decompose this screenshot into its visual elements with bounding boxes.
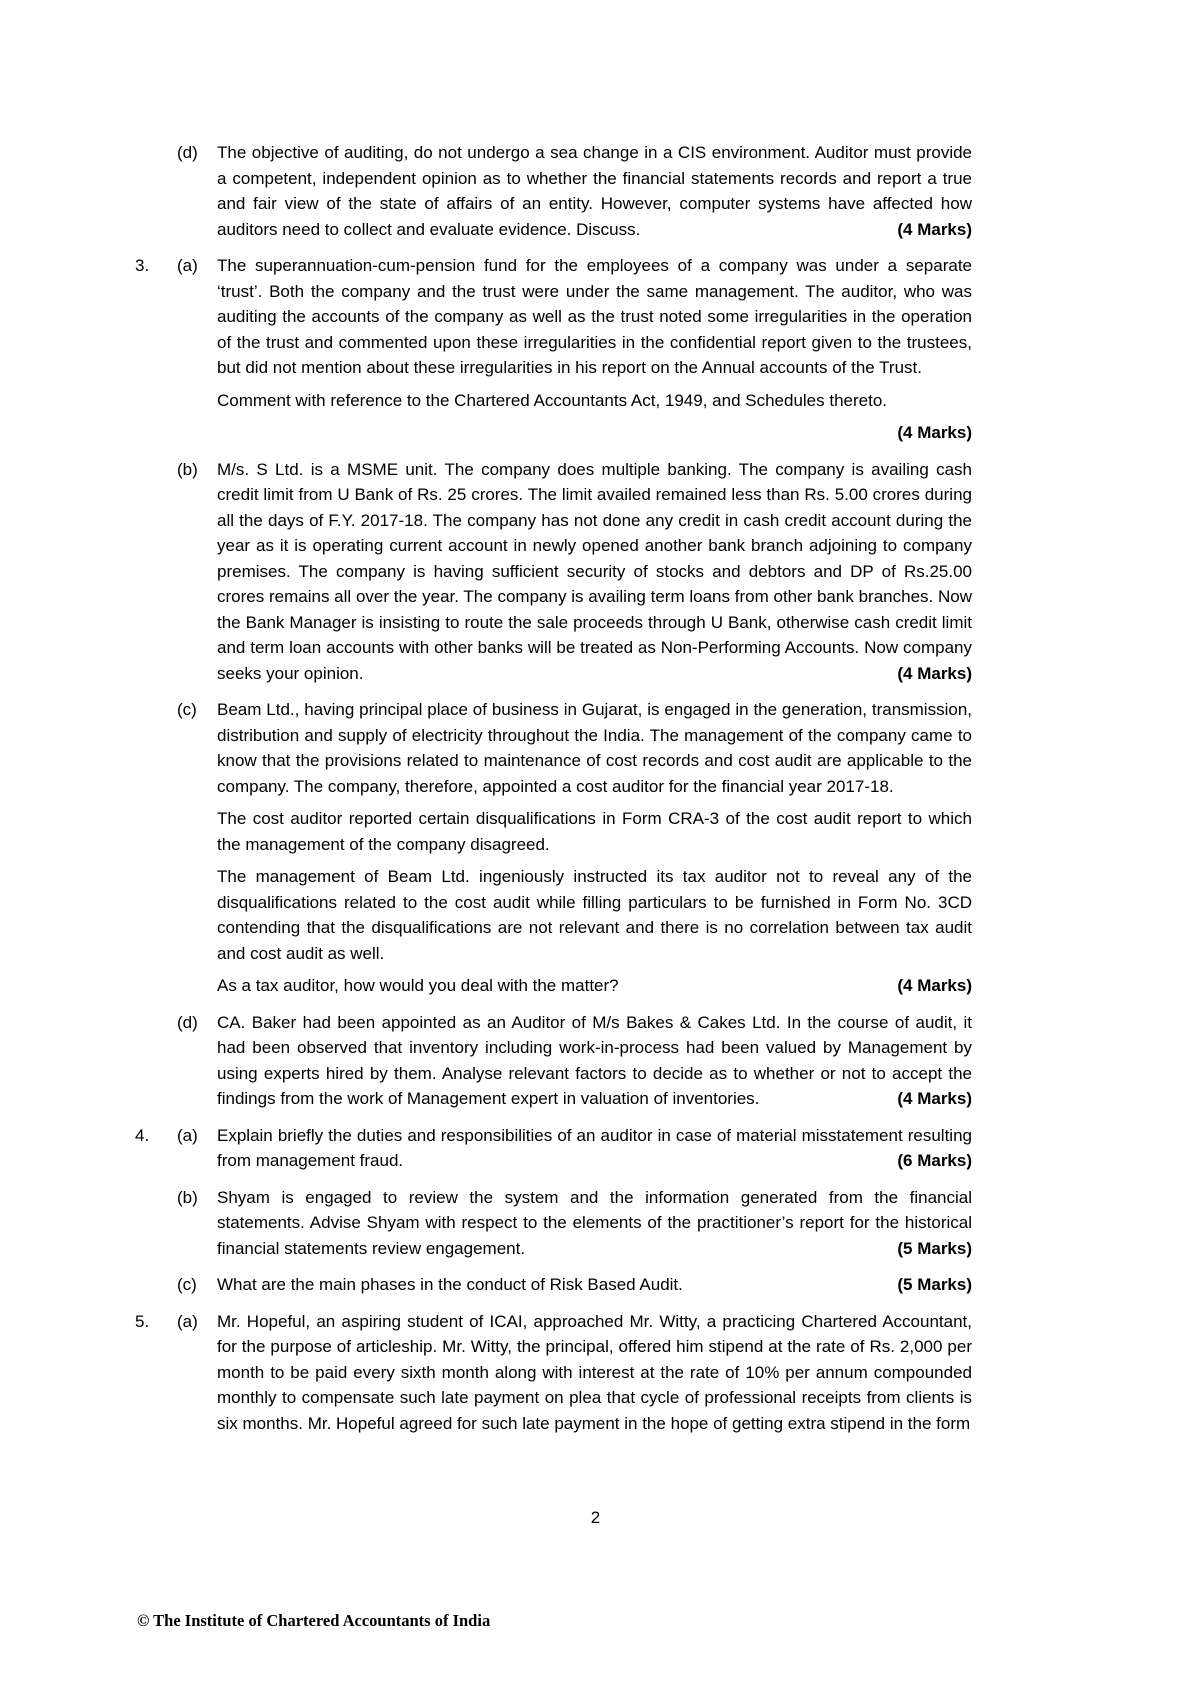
question-paragraph: [217, 1309, 972, 1437]
question-number: 3.: [135, 256, 150, 275]
marks-line: (4 Marks): [897, 423, 972, 442]
marks-label: (6 Marks): [897, 1148, 972, 1174]
question-item: [135, 1185, 972, 1269]
question-number: [135, 1272, 177, 1305]
question-item: [135, 697, 972, 1006]
question-text: M/s. S Ltd. is a MSME unit. The company does multiple banking. The company is availing cash credit limit from U Bank of Rs. 25 crores. The limit availed remained less than Rs. 5.00 crores during all the days of F.Y. 2017-18. The company has not done any credit in cash credit account during the year as it is operating current account in newly opened another bank branch adjoining to company premises. The company is having sufficient security of stocks and debtors and DP of Rs.25.00 crores remains all over the year. The company is availing term loans from other bank branches. Now the Bank Manager is insisting to route the sale proceeds through U Bank, otherwise cash credit limit and term loan accounts with other banks will be treated as Non-Performing Accounts. Now company seeks your opinion.: [217, 459, 972, 683]
question-body: [217, 697, 972, 1006]
question-letter: (c): [177, 700, 197, 719]
question-text: CA. Baker had been appointed as an Auditor of M/s Bakes & Cakes Ltd. In the course of audit, it had been observed that inventory including work-in-process had been valued by Management by using experts hired by them. Analyse relevant factors to decide as to whether or not to accept the findings from the work of Management expert in valuation of inventories.: [217, 1012, 972, 1108]
question-number: [135, 457, 177, 694]
marks-label: (5 Marks): [897, 1236, 972, 1262]
marks-label: (4 Marks): [897, 661, 972, 687]
question-item: [135, 140, 972, 249]
question-letter: (b): [177, 1187, 198, 1207]
question-text: Mr. Hopeful, an aspiring student of ICAI, approached Mr. Witty, a practicing Chartered Accountant, for the purpose of articleship. Mr. Witty, the principal, offered him stipend at the rate of Rs. 2,000 per month to be paid every sixth month along with interest at the rate of 10% per annum compounded monthly to compensate such late payment on plea that cycle of professional receipts from clients is six months. Mr. Hopeful agreed for such late payment in the hope of getting extra stipend in the form: [217, 1311, 972, 1433]
question-paragraph: [217, 253, 972, 381]
question-text: Comment with reference to the Chartered Accountants Act, 1949, and Schedules thereto.: [217, 390, 888, 410]
question-text: The cost auditor reported certain disqualifications in Form CRA-3 of the cost audit report to which the management of the company disagreed.: [217, 809, 972, 854]
question-body: [217, 1185, 972, 1269]
question-number: [135, 1010, 177, 1119]
question-item: [135, 457, 972, 694]
marks-label: (4 Marks): [897, 973, 972, 999]
question-number: [135, 697, 177, 1006]
question-body: [217, 140, 972, 249]
question-text: Shyam is engaged to review the system and the information generated from the financial statements. Advise Shyam with respect to the elements of the practitioner’s report for the historical financial statements review engagement.: [217, 1187, 972, 1258]
question-paragraph: [217, 1010, 972, 1112]
question-item: [135, 1309, 972, 1444]
page-number: 2: [590, 1508, 601, 1527]
question-text: The objective of auditing, do not undergo a sea change in a CIS environment. Auditor must provide a competent, independent opinion as to whether the financial statements records and report a true and fair view of the state of affairs of an entity. However, computer systems have affected how auditors need to collect and evaluate evidence. Discuss.: [217, 143, 972, 239]
question-number: 5.: [135, 1311, 150, 1331]
question-paragraph: [217, 1123, 972, 1174]
question-text: Beam Ltd., having principal place of business in Gujarat, is engaged in the generation, transmission, distribution and supply of electricity throughout the India. The management of the company came to know that the provisions related to maintenance of cost records and cost audit are applicable to the company. The company, therefore, appointed a cost auditor for the financial year 2017-18.: [217, 700, 972, 796]
question-letter: (d): [177, 1012, 198, 1032]
marks-label: (4 Marks): [897, 1086, 972, 1112]
question-item: [135, 1010, 972, 1119]
question-body: [217, 1123, 972, 1181]
question-item: [135, 1272, 972, 1305]
question-paragraph: [217, 140, 972, 242]
question-text: Explain briefly the duties and responsibilities of an auditor in case of material misstatement resulting from management fraud.: [217, 1125, 972, 1170]
question-body: [217, 1010, 972, 1119]
question-paragraph: [217, 806, 972, 857]
question-body: [217, 1309, 972, 1444]
question-letter: (b): [177, 459, 198, 479]
question-paragraph: [217, 1272, 972, 1298]
question-paragraph: [217, 1185, 972, 1262]
question-text: The management of Beam Ltd. ingeniously instructed its tax auditor not to reveal any of the disqualifications related to the cost audit while filling particulars to be furnished in Form No. 3CD contending that the disqualifications are not relevant and there is no correlation between tax audit and cost audit as well.: [217, 867, 972, 963]
question-number: [135, 140, 177, 249]
question-number: 4.: [135, 1125, 150, 1145]
question-paragraph: [217, 697, 972, 799]
question-body: [217, 253, 972, 453]
question-text: As a tax auditor, how would you deal with the matter?: [217, 976, 619, 995]
question-text: The superannuation-cum-pension fund for the employees of a company was under a separate ‘trust’. Both the company and the trust were under the same management. The auditor, who was auditing the accounts of the company as well as the trust noted some irregularities in the operation of the trust and commented upon these irregularities in the confidential report given to the trustees, but did not mention about these irregularities in his report on the Annual accounts of the Trust.: [217, 256, 972, 377]
marks-label: (5 Marks): [897, 1272, 972, 1298]
question-body: [217, 1272, 972, 1305]
question-item: [135, 1123, 972, 1181]
question-paragraph: [217, 864, 972, 966]
question-paragraph: [217, 457, 972, 687]
question-letter: (a): [177, 1125, 198, 1145]
question-letter: (d): [177, 143, 198, 162]
copyright-footer: © The Institute of Chartered Accountants of India: [137, 1611, 491, 1630]
question-text: What are the main phases in the conduct of Risk Based Audit.: [217, 1275, 683, 1294]
question-item: [135, 253, 972, 453]
question-paragraph: [217, 973, 972, 999]
marks-label: (4 Marks): [897, 217, 972, 243]
question-list: [135, 140, 972, 1447]
question-letter: (a): [177, 1311, 198, 1331]
question-number: [135, 1185, 177, 1269]
question-letter: (a): [177, 256, 198, 275]
question-paragraph: [217, 388, 972, 414]
question-letter: (c): [177, 1275, 197, 1294]
question-body: [217, 457, 972, 694]
